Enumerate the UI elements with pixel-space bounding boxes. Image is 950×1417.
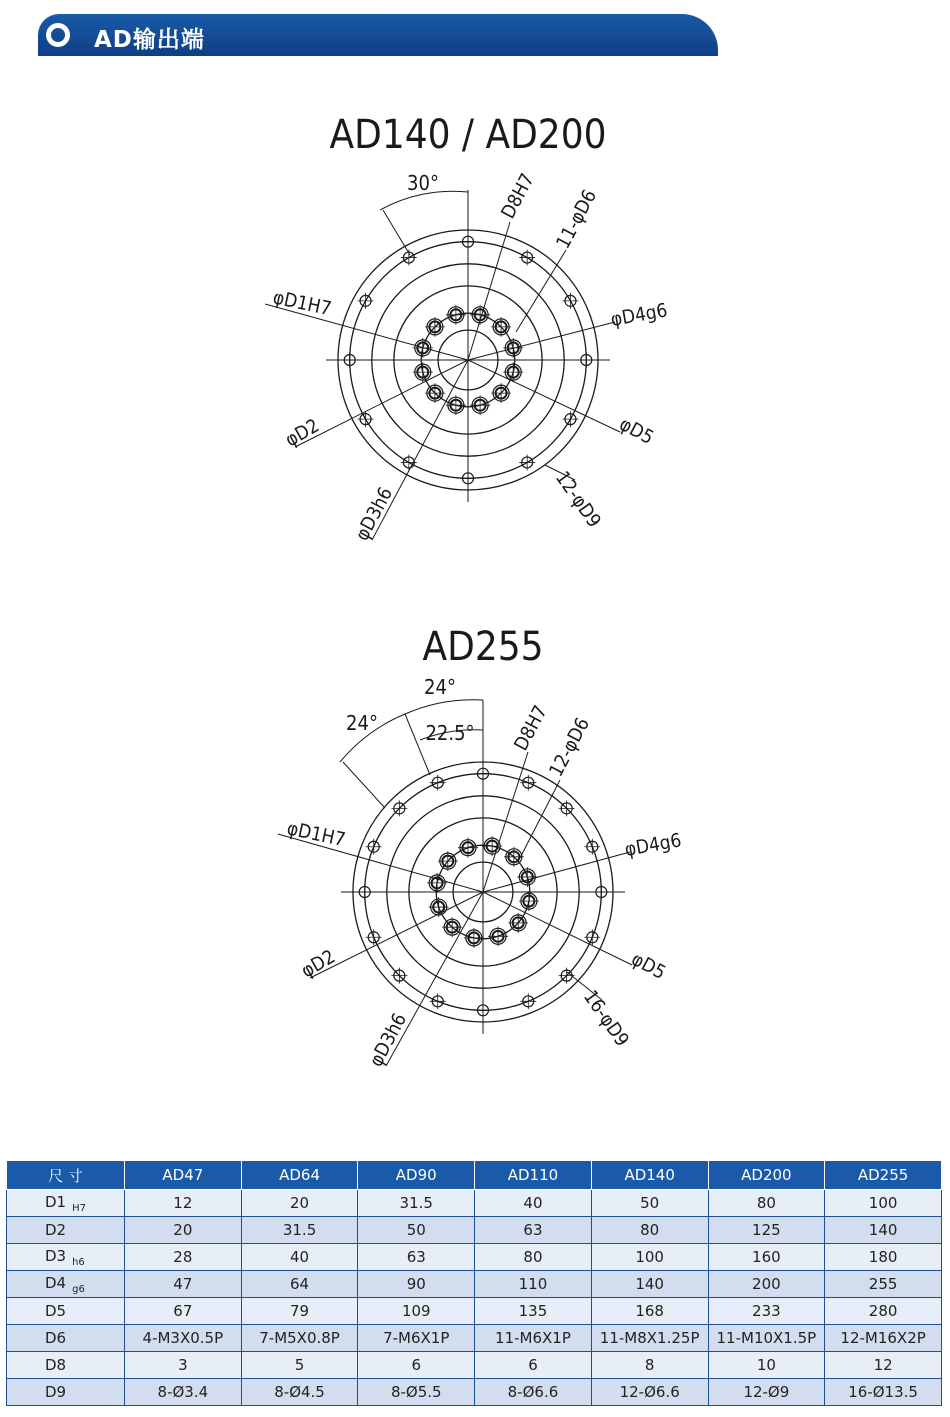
angle-label-24-top: 24° <box>424 675 456 699</box>
table-cell: 47 <box>125 1271 242 1298</box>
d3-label-top: φD3h6 <box>350 483 398 545</box>
leader-line <box>383 210 410 255</box>
table-cell: 20 <box>241 1190 358 1217</box>
row-label-name: D3 <box>45 1246 67 1265</box>
d9-label-top: 12-φD9 <box>550 467 606 532</box>
table-header-cell: AD255 <box>825 1161 942 1190</box>
row-label-tolerance: g6 <box>72 1283 85 1295</box>
table-cell: 20 <box>125 1217 242 1244</box>
d2-label-top: φD2 <box>281 414 324 452</box>
table-row <box>7 1352 942 1379</box>
row-label <box>7 1379 125 1406</box>
table-cell: 7-M5X0.8P <box>241 1325 358 1352</box>
table-cell: 125 <box>708 1217 825 1244</box>
table-cell: 50 <box>358 1217 475 1244</box>
table-cell: 100 <box>825 1190 942 1217</box>
row-label-name: D9 <box>45 1383 67 1401</box>
table-cell: 135 <box>475 1298 592 1325</box>
table-cell: 6 <box>475 1352 592 1379</box>
table-cell: 110 <box>475 1271 592 1298</box>
table-cell: 11-M10X1.5P <box>708 1325 825 1352</box>
d2-label-bottom: φD2 <box>297 945 340 983</box>
table-cell: 16-Ø13.5 <box>825 1379 942 1406</box>
section-title: AD输出端 <box>94 27 205 53</box>
table-row <box>7 1244 942 1271</box>
table-cell: 280 <box>825 1298 942 1325</box>
table-cell: 79 <box>241 1298 358 1325</box>
table-cell: 64 <box>241 1271 358 1298</box>
table-cell: 67 <box>125 1298 242 1325</box>
table-cell: 100 <box>591 1244 708 1271</box>
row-label-name: D4 <box>45 1273 67 1292</box>
table-cell: 6 <box>358 1352 475 1379</box>
d1-label-bottom: φD1H7 <box>284 817 348 852</box>
table-cell: 8-Ø5.5 <box>358 1379 475 1406</box>
row-label <box>7 1298 125 1325</box>
table-cell: 8-Ø6.6 <box>475 1379 592 1406</box>
table-cell: 255 <box>825 1271 942 1298</box>
table-header-cell: AD200 <box>708 1161 825 1190</box>
table-cell: 160 <box>708 1244 825 1271</box>
row-label <box>7 1190 125 1217</box>
table-cell: 12-M16X2P <box>825 1325 942 1352</box>
table-cell: 8-Ø4.5 <box>241 1379 358 1406</box>
table-cell: 7-M6X1P <box>358 1325 475 1352</box>
table-cell: 50 <box>591 1190 708 1217</box>
row-label <box>7 1271 125 1298</box>
dimension-table <box>6 1160 942 1406</box>
table-cell: 11-M6X1P <box>475 1325 592 1352</box>
angle-label-22-5: 22.5° <box>425 721 475 745</box>
table-cell: 31.5 <box>358 1190 475 1217</box>
table-cell: 168 <box>591 1298 708 1325</box>
table-cell: 140 <box>825 1217 942 1244</box>
table-cell: 12 <box>125 1190 242 1217</box>
row-label <box>7 1325 125 1352</box>
table-body <box>7 1190 942 1406</box>
d5-label-top: φD5 <box>615 412 658 449</box>
table-header-cell: AD140 <box>591 1161 708 1190</box>
table-cell: 40 <box>475 1190 592 1217</box>
table-row <box>7 1379 942 1406</box>
angle-arc <box>405 700 483 714</box>
row-label-name: D2 <box>45 1221 67 1239</box>
leader-line <box>520 780 560 858</box>
row-label-tolerance: h6 <box>72 1256 85 1268</box>
row-label-name: D8 <box>45 1356 67 1374</box>
d9-label-bottom: 16-φD9 <box>578 986 634 1051</box>
row-label <box>7 1217 125 1244</box>
d8-label-top: D8H7 <box>496 169 539 223</box>
table-header-cell: AD64 <box>241 1161 358 1190</box>
table-row <box>7 1298 942 1325</box>
table-header-cell: AD90 <box>358 1161 475 1190</box>
table-row <box>7 1325 942 1352</box>
table-cell: 63 <box>358 1244 475 1271</box>
table-cell: 31.5 <box>241 1217 358 1244</box>
d6-label-bottom: 12-φD6 <box>544 714 595 781</box>
leader-line <box>343 762 385 808</box>
table-cell: 80 <box>591 1217 708 1244</box>
table-row <box>7 1217 942 1244</box>
leader-line <box>483 892 632 965</box>
table-cell: 80 <box>708 1190 825 1217</box>
table-cell: 3 <box>125 1352 242 1379</box>
table-cell: 5 <box>241 1352 358 1379</box>
row-label <box>7 1352 125 1379</box>
table-cell: 12 <box>825 1352 942 1379</box>
table-cell: 63 <box>475 1217 592 1244</box>
table-header-cell: AD110 <box>475 1161 592 1190</box>
row-label-name: D6 <box>45 1329 67 1347</box>
table-row <box>7 1190 942 1217</box>
row-label-name: D1 <box>45 1192 67 1211</box>
table-cell: 10 <box>708 1352 825 1379</box>
table-cell: 200 <box>708 1271 825 1298</box>
drawing-ad255 <box>278 624 683 1070</box>
table-cell: 8 <box>591 1352 708 1379</box>
table-cell: 8-Ø3.4 <box>125 1379 242 1406</box>
drawing-bottom-title: AD255 <box>422 624 544 670</box>
table-header-cell: AD47 <box>125 1161 242 1190</box>
d8-label-bottom: D8H7 <box>509 701 552 755</box>
table-cell: 233 <box>708 1298 825 1325</box>
d1-label-top: φD1H7 <box>270 286 334 321</box>
row-label-name: D5 <box>45 1302 67 1320</box>
table-cell: 12-Ø6.6 <box>591 1379 708 1406</box>
d3-label-bottom: φD3h6 <box>364 1009 412 1071</box>
d4-label-top: φD4g6 <box>609 299 670 331</box>
table-row <box>7 1271 942 1298</box>
row-label <box>7 1244 125 1271</box>
d5-label-bottom: φD5 <box>627 947 670 984</box>
table-cell: 109 <box>358 1298 475 1325</box>
row-label-tolerance: H7 <box>72 1202 86 1214</box>
drawing-ad140-ad200 <box>265 112 669 544</box>
table-cell: 12-Ø9 <box>708 1379 825 1406</box>
angle-label-30: 30° <box>407 171 439 195</box>
d4-label-bottom: φD4g6 <box>623 829 684 861</box>
table-cell: 80 <box>475 1244 592 1271</box>
flange-outline-bottom <box>278 700 632 1066</box>
angle-label-24-left: 24° <box>346 711 378 735</box>
d6-label-top: 11-φD6 <box>551 186 602 253</box>
table-header-cell: 尺 寸 <box>7 1161 125 1190</box>
drawing-top-title: AD140 / AD200 <box>329 112 607 158</box>
table-cell: 90 <box>358 1271 475 1298</box>
table-cell: 11-M8X1.25P <box>591 1325 708 1352</box>
table-header-row <box>7 1161 942 1190</box>
table-cell: 28 <box>125 1244 242 1271</box>
table-cell: 180 <box>825 1244 942 1271</box>
table-cell: 140 <box>591 1271 708 1298</box>
table-cell: 4-M3X0.5P <box>125 1325 242 1352</box>
table-cell: 40 <box>241 1244 358 1271</box>
